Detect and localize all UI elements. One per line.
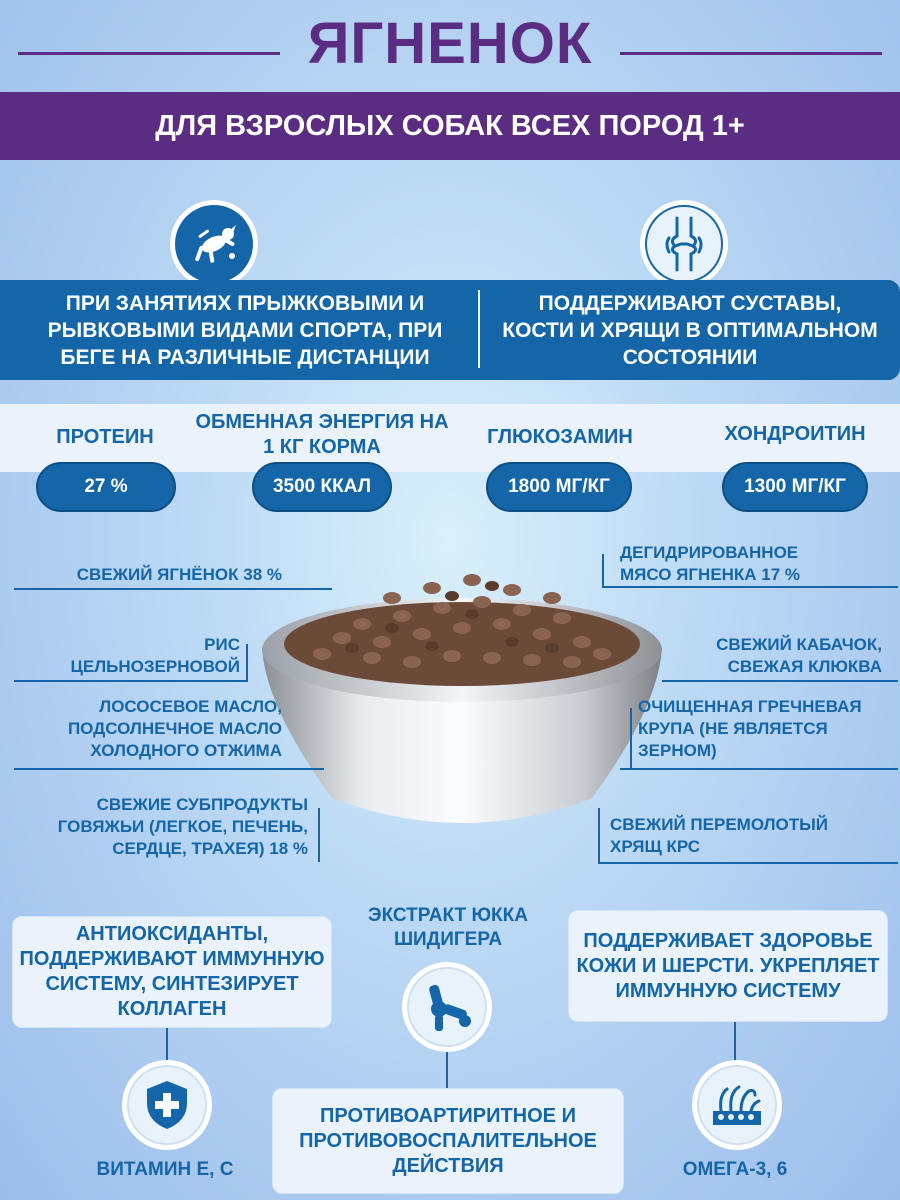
benefit-connector	[446, 1052, 448, 1088]
stat-label-glucosamine: ГЛЮКОЗАМИН	[487, 426, 633, 448]
stat-label-chondroitin: ХОНДРОИТИН	[724, 423, 866, 445]
ingredient-line	[620, 768, 898, 770]
ingredient-line	[598, 862, 898, 864]
shield-plus-icon	[122, 1060, 212, 1150]
ingredient-line	[662, 680, 898, 682]
bone-joint-icon	[402, 962, 492, 1052]
ingredient-line	[598, 808, 600, 864]
stat-value-glucosamine: 1800 МГ/КГ	[486, 462, 632, 512]
subtitle-banner: ДЛЯ ВЗРОСЛЫХ СОБАК ВСЕХ ПОРОД 1+	[0, 92, 900, 160]
stat-value-protein: 27 %	[36, 462, 176, 512]
ingredient-line	[602, 586, 898, 588]
benefit-card-vitamins: АНТИОКСИДАНТЫ, ПОДДЕРЖИВАЮТ ИММУННУЮ СИСТЕМУ, СИНТЕЗИРУЕТ КОЛЛАГЕН	[12, 916, 332, 1028]
benefit-card-yucca: ПРОТИВОАРТИРИТНОЕ И ПРОТИВОВОСПАЛИТЕЛЬНОЕ ДЕЙСТВИЯ	[272, 1088, 624, 1194]
skin-hair-icon	[692, 1060, 782, 1150]
ingredient-line	[14, 768, 324, 770]
features-divider	[478, 290, 480, 368]
ingredient-line	[246, 644, 248, 682]
ingredient-left-2: РИС ЦЕЛЬНОЗЕРНОВОЙ	[70, 635, 240, 676]
ingredient-line	[318, 808, 320, 862]
stat-value-energy: 3500 ККАЛ	[252, 462, 392, 512]
ingredient-line	[14, 588, 332, 590]
ingredient-left-4: СВЕЖИЕ СУБПРОДУКТЫ ГОВЯЖЬИ (ЛЕГКОЕ, ПЕЧЕНЬ, СЕРДЦЕ, ТРАХЕЯ) 18 %	[57, 795, 308, 858]
ingredient-right-3: ОЧИЩЕННАЯ ГРЕЧНЕВАЯ КРУПА (НЕ ЯВЛЯЕТСЯ ЗЕРНОМ)	[638, 697, 862, 760]
joint-icon	[640, 200, 728, 288]
ingredient-right-1: ДЕГИДРИРОВАННОЕ МЯСО ЯГНЕНКА 17 %	[620, 543, 801, 584]
benefit-label-omega: ОМЕГА-3, 6	[682, 1159, 788, 1180]
ingredient-line	[630, 708, 632, 768]
feature-text-sport: ПРИ ЗАНЯТИЯХ ПРЫЖКОВЫМИ И РЫВКОВЫМИ ВИДАМИ СПОРТА, ПРИ БЕГЕ НА РАЗЛИЧНЫЕ ДИСТАНЦИИ	[47, 292, 443, 369]
ingredient-left-1: СВЕЖИЙ ЯГНЁНОК 38 %	[76, 565, 282, 584]
benefit-card-omega: ПОДДЕРЖИВАЕТ ЗДОРОВЬЕ КОЖИ И ШЕРСТИ. УКРЕПЛЯЕТ ИММУННУЮ СИСТЕМУ	[568, 910, 888, 1022]
ingredient-line	[14, 680, 248, 682]
ingredient-left-3: ЛОСОСЕВОЕ МАСЛО, ПОДСОЛНЕЧНОЕ МАСЛО ХОЛОДНОГО ОТЖИМА	[67, 697, 282, 760]
benefit-label-vitamins: ВИТАМИН Е, С	[96, 1159, 234, 1180]
stat-label-energy: ОБМЕННАЯ ЭНЕРГИЯ НА 1 КГ КОРМА	[195, 411, 449, 458]
jumping-dog-icon	[170, 200, 258, 288]
ingredient-right-2: СВЕЖИЙ КАБАЧОК, СВЕЖАЯ КЛЮКВА	[716, 635, 882, 676]
feature-text-joints: ПОДДЕРЖИВАЮТ СУСТАВЫ, КОСТИ И ХРЯЩИ В ОПТИМАЛЬНОМ СОСТОЯНИИ	[502, 292, 878, 369]
ingredient-line	[602, 554, 604, 588]
stat-label-protein: ПРОТЕИН	[56, 426, 154, 448]
ingredient-right-4: СВЕЖИЙ ПЕРЕМОЛОТЫЙ ХРЯЩ КРС	[610, 815, 829, 856]
benefit-label-yucca: ЭКСТРАКТ ЮККА ШИДИГЕРА	[368, 905, 528, 950]
food-bowl-image	[252, 558, 672, 838]
stat-value-chondroitin: 1300 МГ/КГ	[722, 462, 868, 512]
page-title: ЯГНЕНОК	[307, 11, 593, 76]
